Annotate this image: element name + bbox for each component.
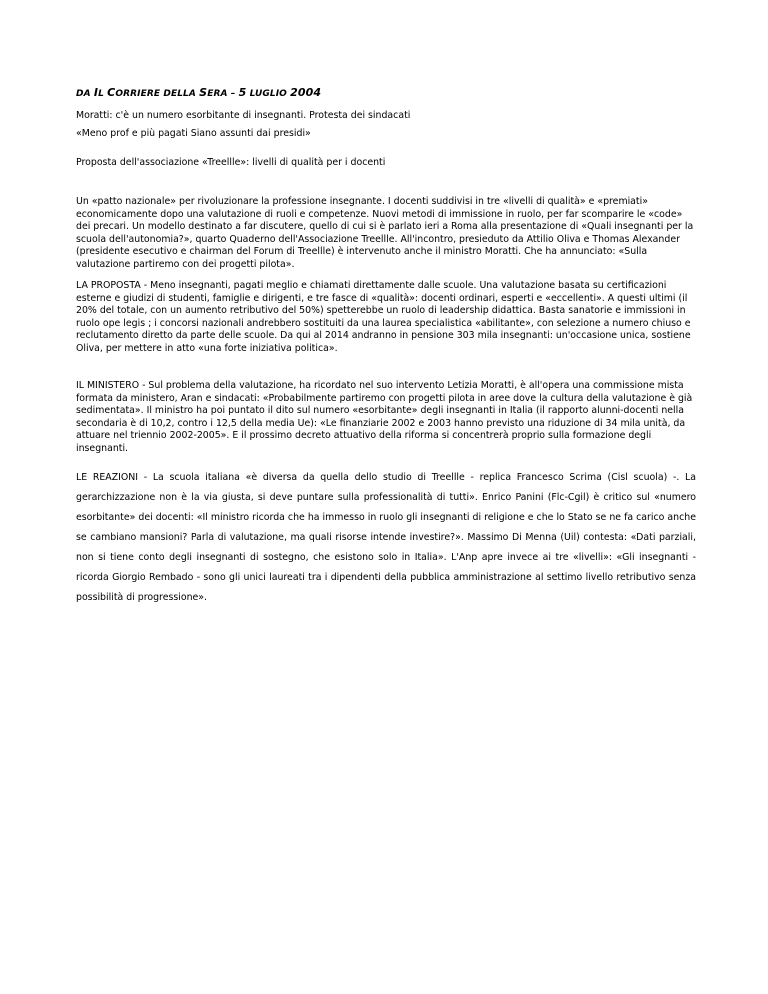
source-line: DA IL CORRIERE DELLA SERA – 5 LUGLIO 2004 [76, 86, 322, 99]
headline: Moratti: c'è un numero esorbitante di insegnanti. Protesta dei sindacati [76, 110, 411, 121]
paragraph-proposta: LA PROPOSTA - Meno insegnanti, pagati meglio e chiamati direttamente dalle scuole. Una valutazione basata su certificazioni esterne e giudizi di studenti, famiglie e dirigenti, e tre fasce di «qualità»: docenti ordinari, esperti e «eccellenti». A questi ultimi (il 20% del totale, con un aumento retributivo del 50%) spetterebbe un ruolo di leadership didattica. Basta sanatorie e immissioni in ruolo ope legis ; i concorsi nazionali andrebbero sostituiti da una laurea specialistica «abilitante», con selezione a numero chiuso e reclutamento diretto da parte delle scuole. Da qui al 2014 andranno in pensione 303 mila insegnanti: un'occasione unica, sostiene Oliva, per mettere in atto «una forte iniziativa politica». [76, 280, 691, 354]
paragraph-intro: Un «patto nazionale» per rivoluzionare la professione insegnante. I docenti suddivisi in tre «livelli di qualità» e «premiati» economicamente dopo una valutazione di ruoli e competenze. Nuovi metodi di immissione in ruolo, per far scomparire le «code» dei precari. Un modello destinato a far discutere, quello di cui si è parlato ieri a Roma alla presentazione di «Quali insegnanti per la scuola dell'autonomia?», quarto Quaderno dell'Associazione Treellle. All'incontro, presieduto da Attilio Oliva e Thomas Alexander (presidente esecutivo e chairman del Forum di Treellle) è intervenuto anche il ministro Moratti. Che ha annunciato: «Sulla valutazione partiremo con dei progetti pilota». [76, 196, 694, 270]
paragraph-reazioni: LE REAZIONI - La scuola italiana «è diversa da quella dello studio di Treellle - replica Francesco Scrima (Cisl scuola) -. La gerarchizzazione non è la via giusta, si deve puntare sulla professionalità di tutti». Enrico Panini (Flc-Cgil) è critico sul «numero esorbitante» dei docenti: «Il ministro ricorda che ha immesso in ruolo gli insegnanti di religione e che lo Stato se ne fa carico anche se cambiano mansioni? Parla di valutazione, ma quali risorse intende investire?». Massimo Di Menna (Uil) contesta: «Dati parziali, non si tiene conto degli insegnanti di sostegno, che esistono solo in Italia». L'Anp apre invece ai tre «livelli»: «Gli insegnanti - ricorda Giorgio Rembado - sono gli unici laureati tra i dipendenti della pubblica amministrazione al settimo livello retributivo senza possibilità di progressione». [76, 472, 696, 603]
source-prefix: DA [76, 89, 91, 99]
subheadline: «Meno prof e più pagati Siano assunti dai presidi» [76, 128, 311, 139]
paragraph-ministero: IL MINISTERO - Sul problema della valutazione, ha ricordato nel suo intervento Letizia Moratti, è all'opera una commissione mista formata da ministero, Aran e sindacati: «Probabilmente partiremo con progetti pilota in aree dove la cultura della valutazione è già sedimentata». Il ministro ha poi puntato il dito sul numero «esorbitante» degli insegnanti in Italia (il rapporto alunni-docenti nella secondaria è di 10,2, contro i 12,5 della media Ue): «Le finanziarie 2002 e 2003 hanno previsto una riduzione di 34 mila unità, da attuare nel triennio 2002-2005». E il prossimo decreto attuativo della riforma si concentrerà proprio sulla formazione degli insegnanti. [76, 380, 693, 454]
kicker: Proposta dell'associazione «Treellle»: livelli di qualità per i docenti [76, 157, 386, 168]
